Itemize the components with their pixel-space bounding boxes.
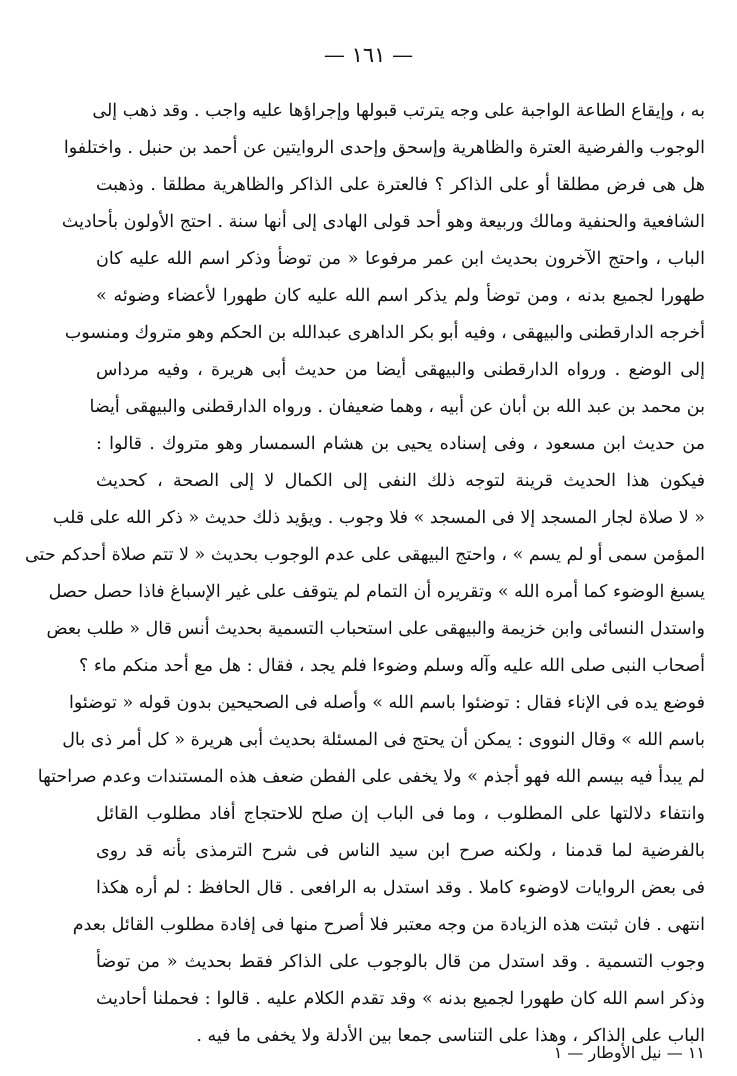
text-line: واستدل النسائى وابن خزيمة والبيهقى على استحباب التسمية بحديث أنس قال « طلب بعض [46, 619, 705, 639]
text-line: انتهى . فان ثبتت هذه الزيادة من وجه معتبر فلا أصرح منها فى إفادة مطلوب القائل بعدم [72, 915, 705, 935]
text-line: من حديث ابن مسعود ، وفى إسناده يحيى بن هشام السمسار وهو متروك . قالوا : [96, 434, 705, 454]
text-line: هل هى فرض مطلقا أو على الذاكر ؟ فالعترة على الذاكر والظاهرية مطلقا . وذهبت [96, 175, 705, 195]
text-line: وجوب التسمية . وقد استدل من قال بالوجوب على الذاكر فقط بحديث « من توضأ [96, 952, 705, 972]
text-line: فوضع يده فى الإناء فقال : توضئوا باسم الله » وأصله فى الصحيحين بدون قوله « توضئوا [68, 693, 705, 713]
text-line: وذكر اسم الله كان طهورا لجميع بدنه » وقد تقدم الكلام عليه . قالوا : فحملنا أحاديث [96, 989, 705, 1009]
text-line: أخرجه الدارقطنى والبيهقى ، وفيه أبو بكر الداهرى عبدالله بن الحكم وهو متروك ومنسوب [64, 323, 705, 343]
text-line: فيكون هذا الحديث قرينة لتوجه ذلك النفى إلى الكمال لا إلى الصحة ، كحديث [96, 471, 705, 491]
text-line: إلى الوضع . ورواه الدارقطنى والبيهقى أيضا من حديث أبى هريرة ، وفيه مرداس [96, 360, 705, 380]
text-line: به ، وإيقاع الطاعة الواجبة على وجه يترتب قبولها وإجراؤها عليه واجب . وقد ذهب إلى [92, 101, 705, 121]
text-line: لم يبدأ فيه بيسم الله فهو أجذم » ولا يخفى على الفطن ضعف هذه المستندات وعدم صراحتها [37, 767, 705, 787]
text-line: وانتفاء دلالتها على المطلوب ، وما فى الباب إن صلح للاحتجاج أفاد مطلوب القائل [96, 804, 705, 824]
text-line: أصحاب النبى صلى الله عليه وآله وسلم وضوءا فلم يجد ، فقال : هل مع أحد منكم ماء ؟ [78, 656, 705, 676]
text-line: طهورا لجميع بدنه ، ومن توضأ ولم يذكر اسم الله عليه كان طهورا لأعضاء وضوئه » [96, 286, 705, 306]
text-line: الشافعية والحنفية ومالك وربيعة وهو أحد قولى الهادى إلى أنها سنة . احتج الأولون بأحاديث [61, 212, 705, 232]
text-line: « لا صلاة لجار المسجد إلا فى المسجد » فلا وجوب . ويؤيد ذلك حديث « ذكر الله على قلب [52, 508, 705, 528]
text-line: باسم الله » وقال النووى : يمكن أن يحتج فى المسئلة بحديث أبى هريرة « كل أمر ذى بال [62, 730, 705, 750]
text-line: المؤمن سمى أو لم يسم » ، واحتج البيهقى على عدم الوجوب بحديث « لا تتم صلاة أحدكم حتى [24, 545, 705, 565]
text-line: يسبغ الوضوء كما أمره الله » وتقريره أن التمام لم يتوقف على غير الإسباغ فاذا حصل حصل [48, 582, 705, 602]
text-line: الباب على الذاكر ، وهذا على التناسى جمعا بين الأدلة ولا يخفى ما فيه . [196, 1026, 705, 1046]
text-line: الباب ، واحتج الآخرون بحديث ابن عمر مرفوعا « من توضأ وذكر اسم الله عليه كان [96, 249, 705, 269]
page-number: — ١٦١ — [323, 43, 414, 67]
body-text [24, 93, 705, 1055]
text-line: فى بعض الروايات لاوضوء كاملا . وقد استدل به الرافعى . قال الحافظ : لم أره هكذا [96, 878, 705, 898]
text-line: بن محمد بن عبد الله بن أبان عن أبيه ، وهما ضعيفان . ورواه الدارقطنى والبيهقى أيضا [89, 397, 705, 417]
footer-signature: ١١ — نيل الأوطار — ١ [553, 1043, 705, 1062]
text-line: الوجوب والفرضية العترة والظاهرية وإسحق وإحدى الروايتين عن أحمد بن حنبل . واختلفوا [63, 138, 705, 158]
text-line: بالفرضية لما قدمنا ، ولكنه صرح ابن سيد الناس فى شرح الترمذى بأنه قد روى [96, 841, 705, 861]
